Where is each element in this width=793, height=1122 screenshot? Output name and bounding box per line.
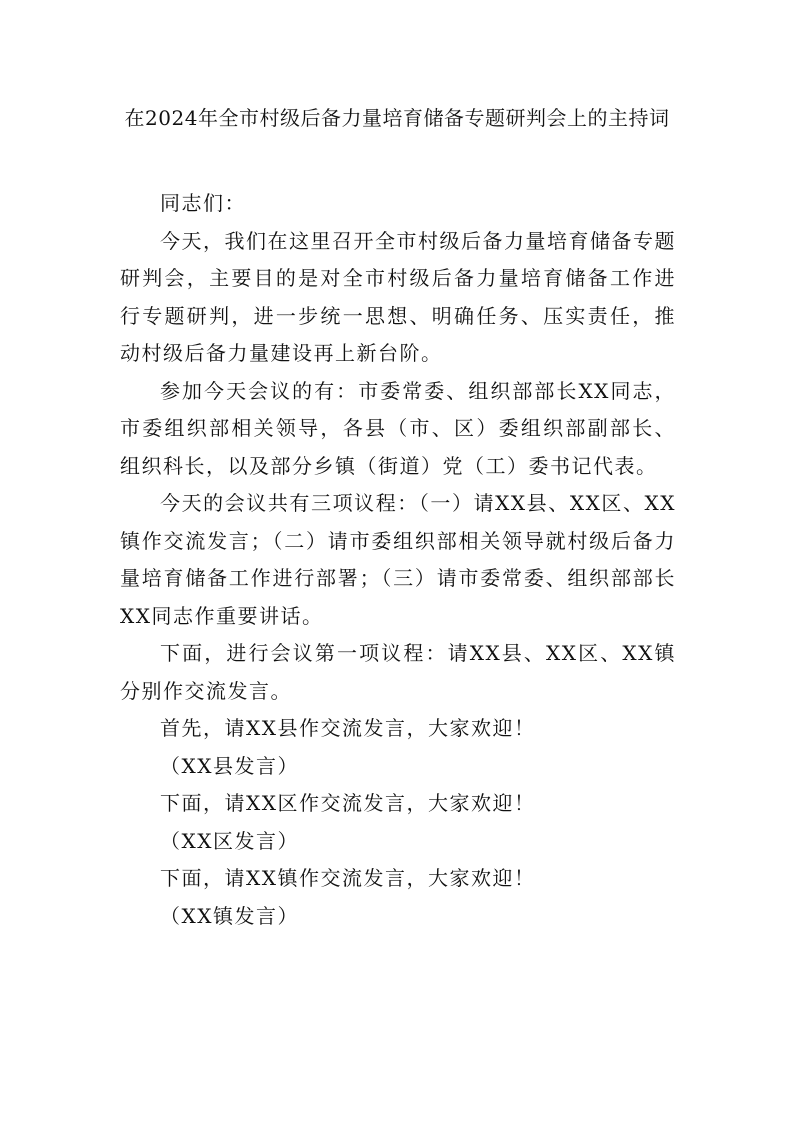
document-title: 在2024年全市村级后备力量培育储备专题研判会上的主持词	[124, 106, 670, 130]
salutation: 同志们：	[160, 191, 246, 215]
paragraph-district-intro: 下面，请XX区作交流发言，大家欢迎！	[160, 791, 536, 815]
document-body	[120, 185, 676, 935]
note-county-speech: （XX县发言）	[160, 753, 299, 778]
paragraph-town-intro: 下面，请XX镇作交流发言，大家欢迎！	[160, 866, 536, 890]
paragraph-first-item: 下面，进行会议第一项议程：请XX县、XX区、XX镇分别作交流发言。	[120, 641, 676, 703]
paragraph-attendees: 参加今天会议的有：市委常委、组织部部长XX同志，市委组织部相关领导，各县（市、区）委组织部副部长、组织科长，以及部分乡镇（街道）党（工）委书记代表。	[120, 378, 676, 478]
note-town-speech: （XX镇发言）	[160, 903, 299, 928]
paragraph-agenda: 今天的会议共有三项议程：（一）请XX县、XX区、XX镇作交流发言；（二）请市委组织部相关领导就村级后备力量培育储备工作进行部署；（三）请市委常委、组织部部长XX同志作重要讲话。	[120, 491, 676, 628]
paragraph-purpose: 今天，我们在这里召开全市村级后备力量培育储备专题研判会，主要目的是对全市村级后备力量培育储备工作进行专题研判，进一步统一思想、明确任务、压实责任，推动村级后备力量建设再上新台阶。	[120, 228, 676, 365]
note-district-speech: （XX区发言）	[160, 828, 299, 853]
paragraph-county-intro: 首先，请XX县作交流发言，大家欢迎！	[160, 716, 536, 740]
